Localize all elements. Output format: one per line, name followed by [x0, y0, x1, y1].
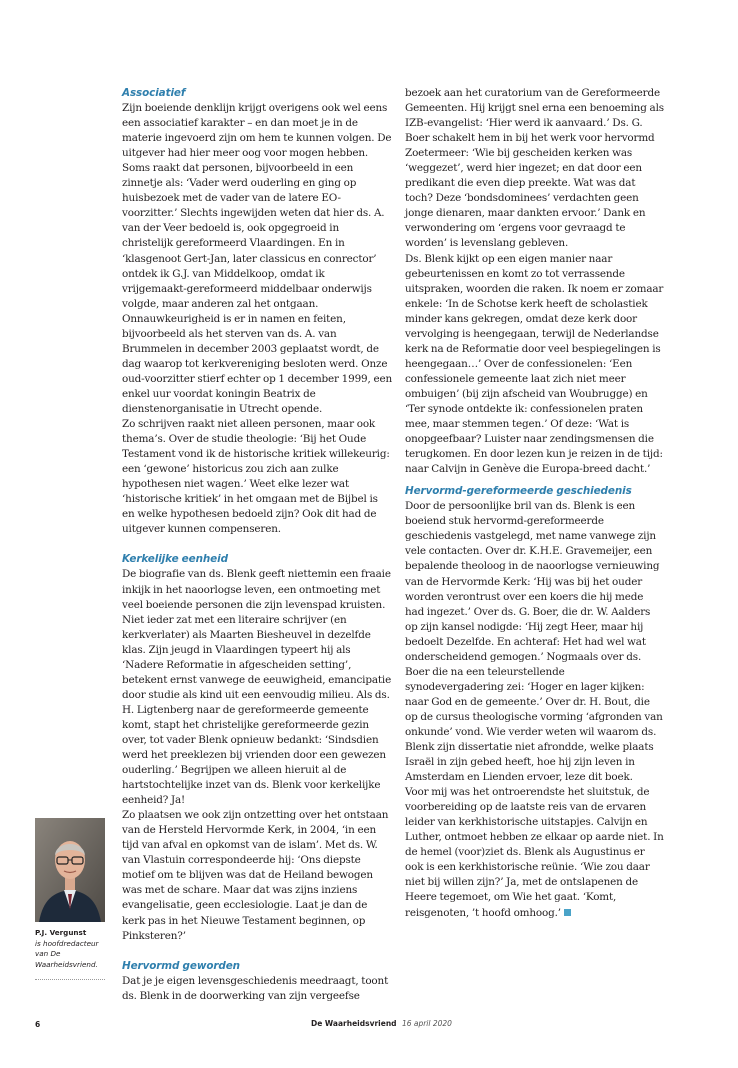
body-paragraph: Zo plaatsen we ook zijn ontzetting over het ontstaan van de Hersteld Hervormde Kerk, in 2004, ‘in een tijd van afval en opkomst van de islam’. Met ds. W. van Vlastuin correspondeerde hij: ‘Ons diepste motief om te blijven was dat de Heiland bewogen was met de schare. Maar dat was zijns inziens evangelisatie, geen ecclesiologie. Laat je dan de kerk pas in het Nieuwe Testament beginnen, op Pinksteren?’ [122, 809, 389, 942]
article-column-right [405, 86, 665, 921]
author-description: is hoofdredacteur van De Waarheidsvriend. [35, 938, 99, 969]
author-portrait-icon [35, 818, 105, 922]
body-paragraph: Door de persoonlijke bril van ds. Blenk is een boeiend stuk hervormd-gereformeerde geschiedenis vastgelegd, met name vanwege zijn vele contacten. Over dr. K.H.E. Gravemeijer, een bepalende theoloog in de naoorlogse vernieuwing van de Hervormde Kerk: ‘Hij was bij het ouder worden verontrust over een koers die hij mede had ingezet.’ Over ds. G. Boer, die dr. W. Aalders op zijn kansel nodigde: ‘Hij zegt Heer, maar hij bedoelt Dezelfde. En achteraf: Het had wel wat onderscheidend gemogen.’ Nogmaals over ds. Boer die na een teleurstellende synodevergadering zei: ‘Hoger en lager kijken: naar God en de gemeente.’ Over dr. H. Bout, die op de cursus theologische vorming ‘afgronden van onkunde’ vond. Wie verder weten wil waarom ds. Blenk zijn dissertatie niet afrondde, welke plaats Israël in zijn gebed heeft, hoe hij zijn leven in Amsterdam en Lienden ervoer, leze dit boek. [405, 500, 663, 784]
body-paragraph: Zo schrijven raakt niet alleen personen, maar ook thema’s. Over de studie theologie: ‘Bij het Oude Testament vond ik de historische kritiek willekeurig: een ‘gewone’ historicus zou zich aan zulke hypothesen niet wagen.’ Weet elke lezer wat ‘historische kritiek’ in het omgaan met de Bijbel is en welke hypothesen bedoeld zijn? Ook dit had de uitgever kunnen compenseren. [122, 418, 390, 536]
section-heading-hervormd-geworden: Hervormd geworden [122, 959, 240, 972]
author-photo [35, 818, 105, 922]
issue-date: 16 april 2020 [401, 1019, 452, 1028]
page-number: 6 [35, 1020, 41, 1029]
body-paragraph: De biografie van ds. Blenk geeft niettemin een fraaie inkijk in het naoorlogse leven, een ontmoeting met veel boeiende personen die zijn levenspad kruisten. Niet ieder zat met een literaire schrijver (en kerkverlater) als Maarten Biesheuvel in dezelfde klas. Zijn jeugd in Vlaardingen typeert hij als ‘Nadere Reformatie in afgescheiden setting’, betekent ernst vanwege de eeuwigheid, emancipatie door studie als kind uit een eenvoudig milieu. Als ds. H. Ligtenberg naar de gereformeerde gemeente komt, stapt het christelijke gereformeerde gezin over, tot vader Blenk opnieuw bedankt: ‘Sindsdien werd het preeklezen bij vrienden door een gewezen ouderling.’ Begrijpen we alleen hieruit al de hartstochtelijke inzet van ds. Blenk voor kerkelijke eenheid? Ja! [122, 568, 392, 807]
section-heading-associatief: Associatief [122, 87, 186, 99]
article-end-mark-icon [564, 909, 571, 916]
article-column-left [122, 86, 392, 1004]
body-paragraph: Dat je je eigen levensgeschiedenis meedraagt, toont ds. Blenk in de doorwerking van zijn vergeefse [122, 974, 389, 1002]
body-paragraph: bezoek aan het curatorium van de Gereformeerde Gemeenten. Hij krijgt snel erna een benoeming als IZB-evangelist: ‘Hier werd ik aanvaard.’ Ds. G. Boer schakelt hem in bij het werk voor hervormd Zoetermeer: ‘Wie bij gescheiden kerken was ‘weggezet’, werd hier ingezet; en dat door een predikant die even diep preekte. Wat was dat toch? Deze ‘bondsdominees’ verdachten geen jonge dienaren, maar dankten ervoor.’ Dank en verwondering om ‘ergens voor gevraagd te worden’ is levenslang gebleven. [405, 87, 664, 250]
caption-divider [35, 979, 105, 980]
author-name: P.J. Vergunst [35, 928, 87, 937]
section-heading-kerkelijke-eenheid: Kerkelijke eenheid [122, 553, 228, 566]
body-paragraph: Zijn boeiende denklijn krijgt overigens ook wel eens een associatief karakter – en dan moet je in de materie ingevoerd zijn om hem te kunnen volgen. De uitgever had hier meer oog voor mogen hebben. Soms raakt dat personen, bijvoorbeeld in een zinnetje als: ‘Vader werd ouderling en ging op huisbezoek met de vader van de latere EO-voorzitter.’ Slechts ingewijden weten dat hier ds. A. van der Veer bedoeld is, ook opgegroeid in christelijk gereformeerd Vlaardingen. En in ‘klasgenoot Gert-Jan, later classicus en conrector’ ontdek ik G.J. van Middelkoop, omdat ik vrijgemaakt-gereformeerd middelbaar onderwijs volgde, maar anderen zal het ontgaan. Onnauwkeurigheid is er in namen en feiten, bijvoorbeeld als het sterven van ds. A. van Brummelen in december 2003 geplaatst wordt, de dag waarop tot kerkvereniging besloten werd. Onze oud-voorzitter stierf echter op 1 december 1999, een enkel uur voordat koningin Beatrix de dienstenorganisatie in Utrecht opende. [122, 102, 392, 415]
author-caption [35, 928, 107, 970]
section-heading-hervormd-gereformeerde-geschiedenis: Hervormd-gereformeerde geschiedenis [405, 485, 632, 498]
body-paragraph: Ds. Blenk kijkt op een eigen manier naar gebeurtenissen en komt zo tot verrassende uitspraken, woorden die raken. Ik noem er zomaar enkele: ‘In de Schotse kerk heeft de scholastiek minder kans gekregen, omdat deze kerk door vervolging is heengegaan, terwijl de Nederlandse kerk na de Reformatie door veel bespiegelingen is heengegaan…’ Over de confessionelen: ‘Een confessionele gemeente laat zich niet meer ombuigen’ (bij zijn afscheid van Woubrugge) en ‘Ter synode ontdekte ik: confessionelen praten mee, maar stemmen tegen.’ Of deze: ‘Wat is onopgeefbaar? Luister naar zendingsmensen die terugkomen. En door lezen kun je reizen in de tijd: naar Calvijn in Genève die Europa-breed dacht.’ [405, 252, 664, 476]
footer-publication [311, 1019, 452, 1028]
magazine-name: De Waarheidsvriend [311, 1019, 397, 1028]
body-paragraph-final [405, 785, 665, 920]
final-paragraph-text: Voor mij was het ontroerendste het sluitstuk, de voorbereiding op de laatste reis van de ervaren leider van kerkhistorische uitstapjes. Calvijn en Luther, ontmoet hebben ze elkaar op aarde niet. In de hemel (voor)ziet ds. Blenk als Augustinus er ook is een kerkhistorische reünie. ‘Wie zou daar niet bij willen zijn?’ Ja, met de ontslapenen de Heere tegemoet, om Wie het gaat. ‘Komt, reisgenoten, ’t hoofd omhoog.’ [405, 786, 664, 919]
